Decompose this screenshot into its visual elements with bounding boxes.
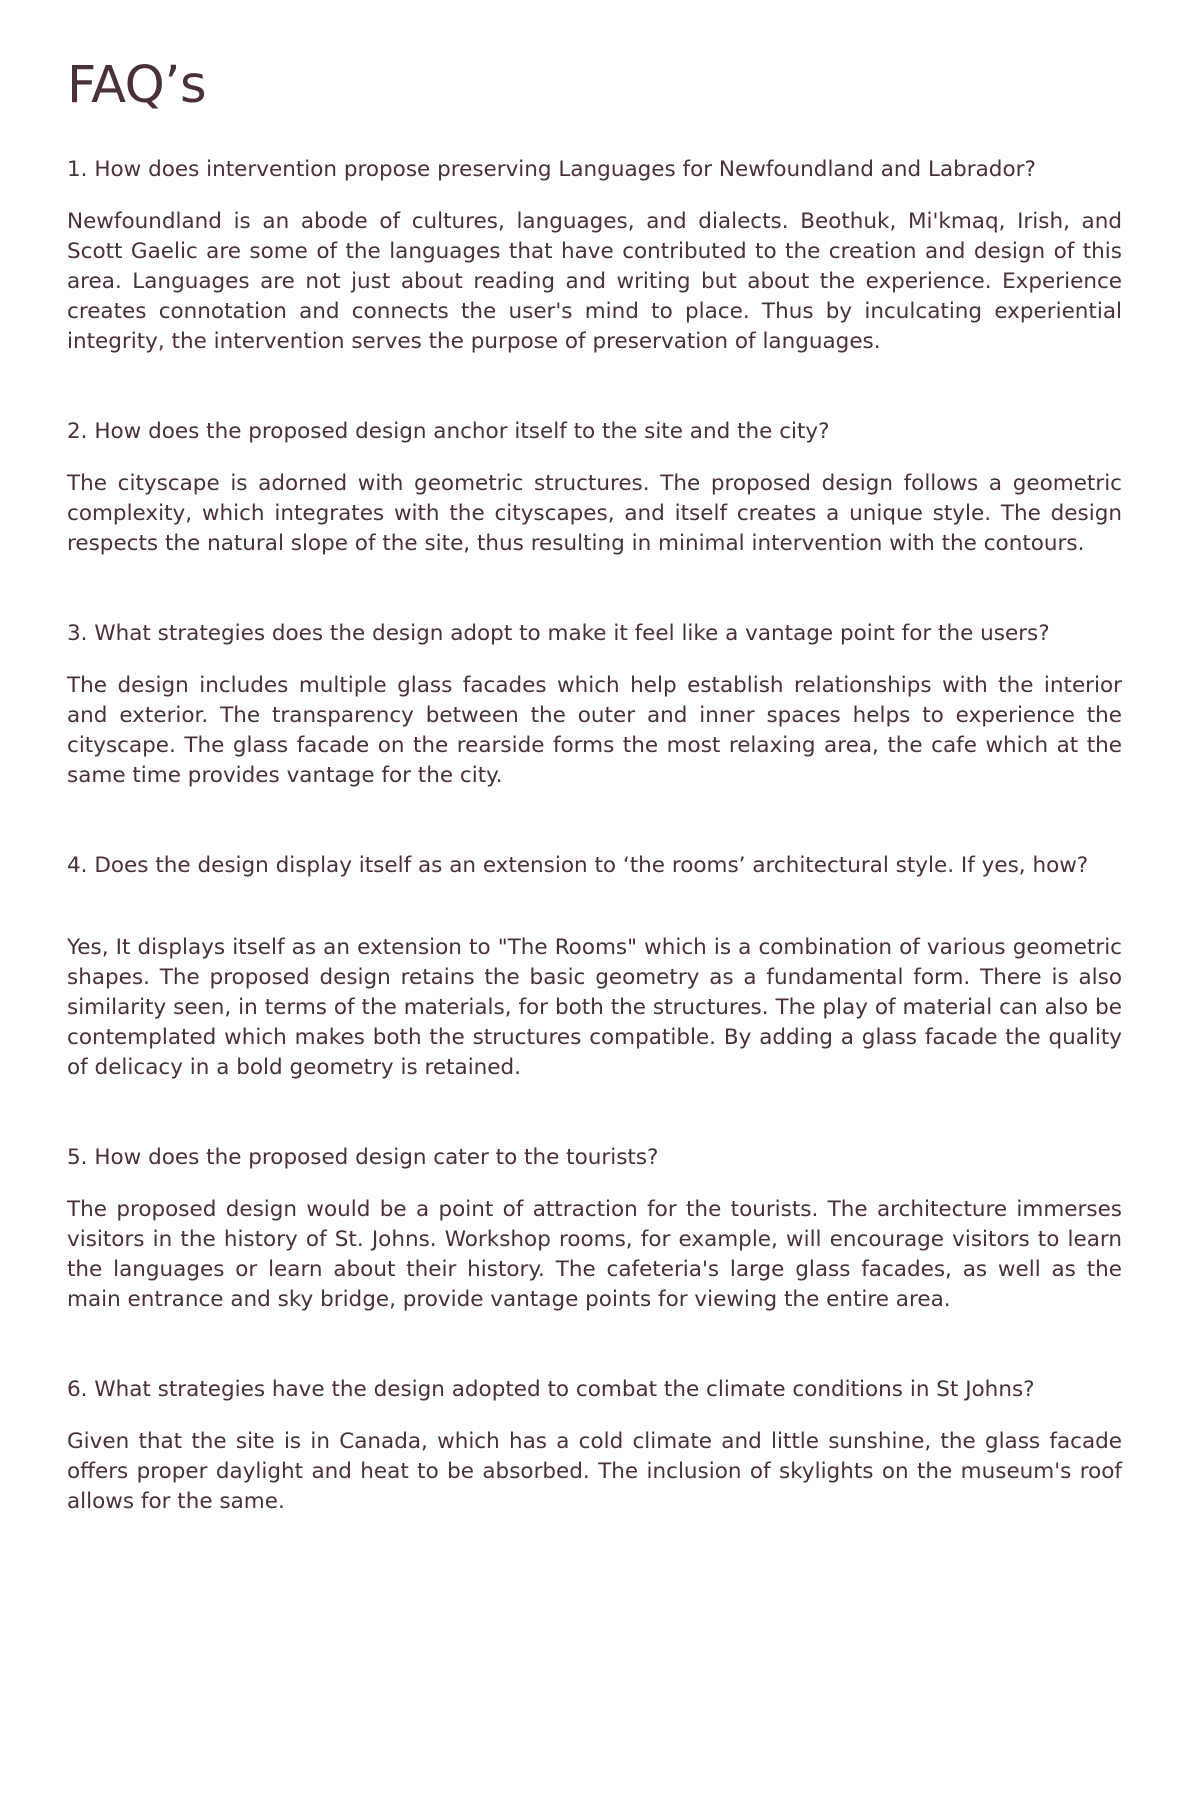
faq-question-3: 3. What strategies does the design adopt to make it feel like a vantage point for the users? xyxy=(67,621,1050,646)
faq-item-6 xyxy=(67,1375,1122,1517)
faq-item-4 xyxy=(67,851,1122,1083)
faq-answer-2: The cityscape is adorned with geometric structures. The proposed design follows a geometric complexity, which integrates with the cityscapes, and itself creates a unique style. The design respects the natural slope of the site, thus resulting in minimal intervention with the contours. xyxy=(67,471,1122,556)
faq-item-2 xyxy=(67,417,1122,559)
faq-question-5: 5. How does the proposed design cater to the tourists? xyxy=(67,1145,659,1170)
faq-answer-5: The proposed design would be a point of attraction for the tourists. The architecture immerses visitors in the history of St. Johns. Workshop rooms, for example, will encourage visitors to learn the languages or learn about their history. The cafeteria's large glass facades, as well as the main entrance and sky bridge, provide vantage points for viewing the entire area. xyxy=(67,1197,1122,1312)
faq-question-4: 4. Does the design display itself as an extension to ‘the rooms’ architectural style. If yes, how? xyxy=(67,853,1089,878)
faq-answer-6: Given that the site is in Canada, which has a cold climate and little sunshine, the glass facade offers proper daylight and heat to be absorbed. The inclusion of skylights on the museum's roof allows for the same. xyxy=(67,1429,1122,1514)
faq-question-2: 2. How does the proposed design anchor itself to the site and the city? xyxy=(67,419,830,444)
faq-question-1: 1. How does intervention propose preserving Languages for Newfoundland and Labrador? xyxy=(67,157,1036,182)
faq-page xyxy=(67,56,1122,1517)
faq-answer-3: The design includes multiple glass facades which help establish relationships with the interior and exterior. The transparency between the outer and inner spaces helps to experience the cityscape. The glass facade on the rearside forms the most relaxing area, the cafe which at the same time provides vantage for the city. xyxy=(67,673,1122,788)
faq-item-1 xyxy=(67,155,1122,357)
page-title: FAQ’s xyxy=(67,56,207,115)
faq-item-3 xyxy=(67,619,1122,791)
faq-answer-4: Yes, It displays itself as an extension to "The Rooms" which is a combination of various geometric shapes. The proposed design retains the basic geometry as a fundamental form. There is also similarity seen, in terms of the materials, for both the structures. The play of material can also be contemplated which makes both the structures compatible. By adding a glass facade the quality of delicacy in a bold geometry is retained. xyxy=(67,935,1122,1080)
faq-item-5 xyxy=(67,1143,1122,1315)
faq-question-6: 6. What strategies have the design adopted to combat the climate conditions in St Johns? xyxy=(67,1377,1035,1402)
faq-answer-1: Newfoundland is an abode of cultures, languages, and dialects. Beothuk, Mi'kmaq, Irish, and Scott Gaelic are some of the languages that have contributed to the creation and design of this area. Languages are not just about reading and writing but about the experience. Experience creates connotation and connects the user's mind to place. Thus by inculcating experiential integrity, the intervention serves the purpose of preservation of languages. xyxy=(67,209,1122,354)
